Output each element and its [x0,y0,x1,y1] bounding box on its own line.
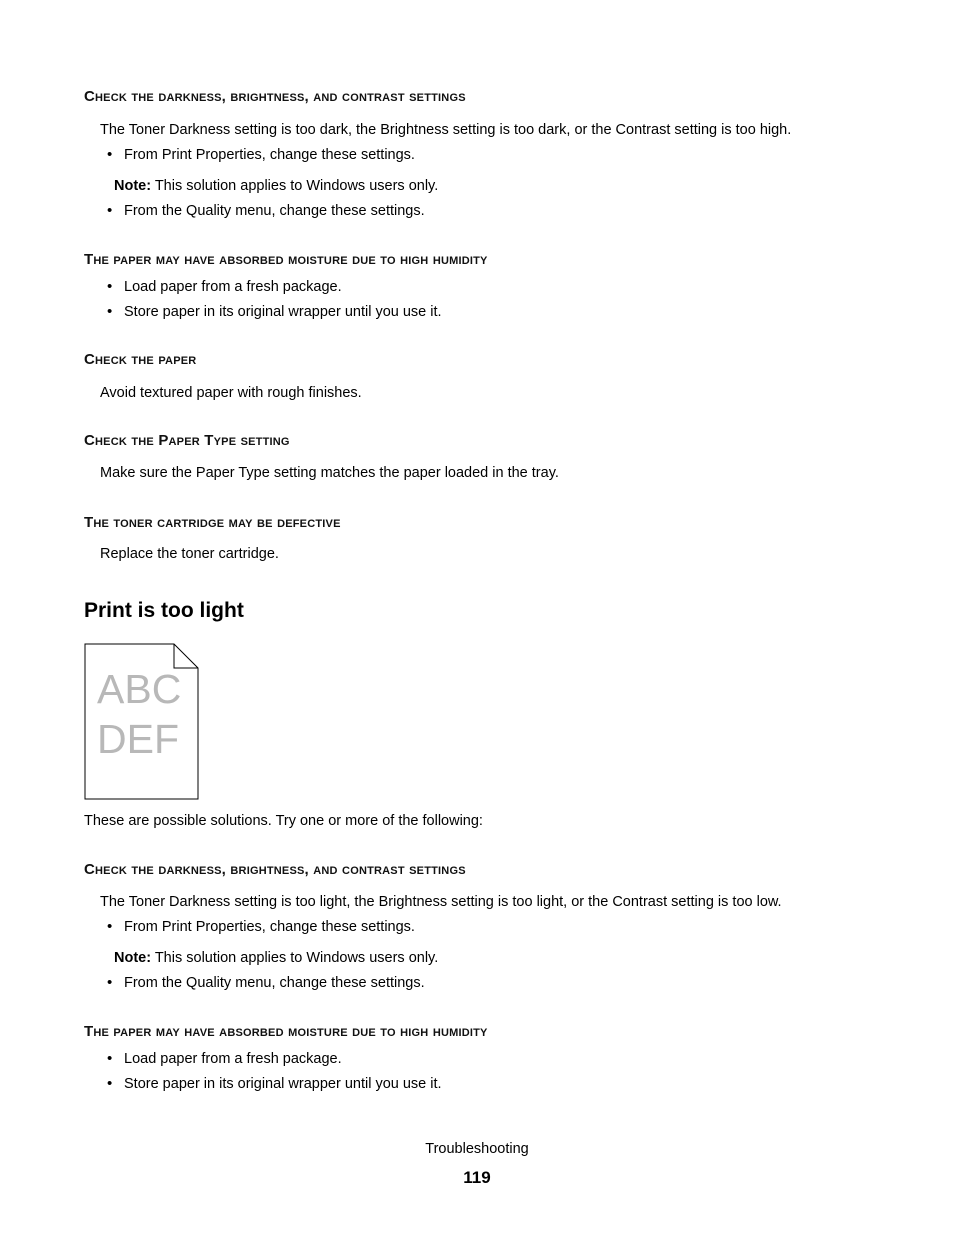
sample-text-line1: ABC [97,666,182,712]
list-item: • Load paper from a fresh package. [124,279,342,295]
section-heading-humidity: The paper may have absorbed moisture due to high humidity [84,1023,488,1040]
section-heading-paper-type: Check the Paper Type setting [84,432,290,449]
list-item: • From the Quality menu, change these settings. [124,975,425,991]
section-body: The Toner Darkness setting is too light, the Brightness setting is too light, or the Contrast setting is too low. [100,894,782,910]
footer-label: Troubleshooting [425,1141,529,1157]
section-body: Replace the toner cartridge. [100,546,279,562]
list-item: • From Print Properties, change these settings. [124,147,415,163]
list-item: • From the Quality menu, change these settings. [124,203,425,219]
section-heading-darkness-settings: Check the darkness, brightness, and contrast settings [84,861,466,878]
note [114,950,438,966]
section-heading-humidity: The paper may have absorbed moisture due to high humidity [84,251,488,268]
note-text: This solution applies to Windows users only. [151,950,439,966]
section-body: Avoid textured paper with rough finishes. [100,385,362,401]
page-number: 119 [463,1168,491,1187]
section-body: The Toner Darkness setting is too dark, the Brightness setting is too dark, or the Contrast setting is too high. [100,122,792,138]
list-item: • Store paper in its original wrapper until you use it. [124,1076,442,1092]
sample-text-line2: DEF [97,716,179,762]
section-heading-darkness-settings: Check the darkness, brightness, and contrast settings [84,88,466,105]
note-label: Note: [114,178,152,194]
section-heading-toner-defective: The toner cartridge may be defective [84,514,341,531]
list-item: • From Print Properties, change these settings. [124,919,415,935]
solutions-intro: These are possible solutions. Try one or more of the following: [84,813,483,829]
sample-page-illustration [84,643,200,806]
note-text: This solution applies to Windows users only. [151,178,439,194]
sample-page-icon [84,643,200,801]
note-label: Note: [114,950,152,966]
section-body: Make sure the Paper Type setting matches the paper loaded in the tray. [100,465,559,481]
topic-title: Print is too light [84,599,244,622]
list-item: • Store paper in its original wrapper until you use it. [124,304,442,320]
note [114,178,438,194]
section-heading-check-paper: Check the paper [84,351,197,368]
list-item: • Load paper from a fresh package. [124,1051,342,1067]
